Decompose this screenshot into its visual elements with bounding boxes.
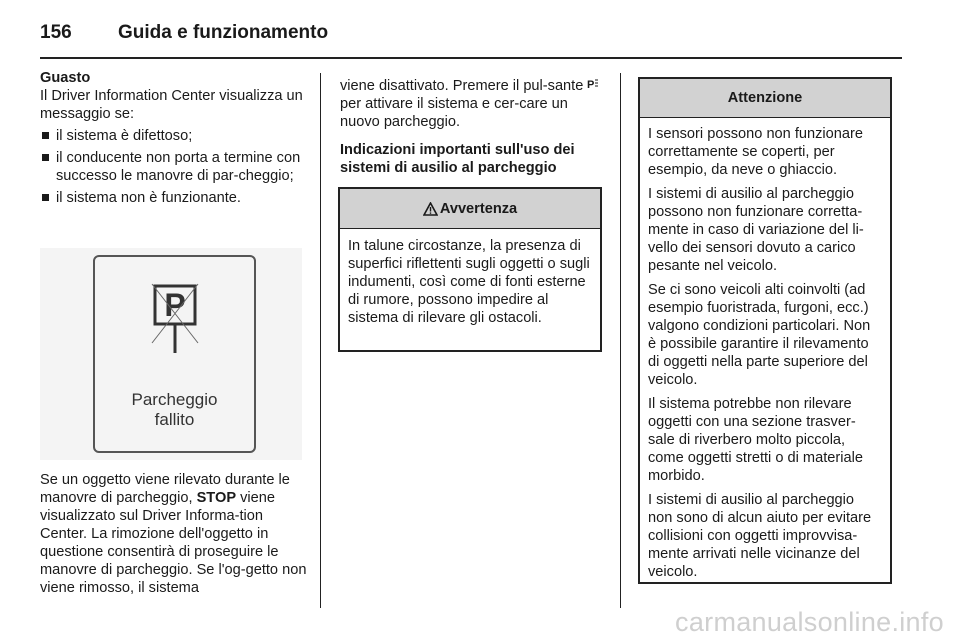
page-title: Guida e funzionamento [118, 22, 329, 43]
warning-text: In talune circostanze, la presenza di superfici riflettenti sugli oggetti o sugli indumenti, così come di fonti esterne di rumore, possono impedire al sistema di rilevare gli ostacoli. [348, 238, 590, 326]
attention-paragraph: I sistemi di ausilio al parcheggio non sono di alcun aiuto per evitare collisioni con oggetti improvvisa-mente arrivati nelle vicinanze del veicolo. [648, 492, 872, 580]
bullet-item: il sistema non è funzionante. [40, 189, 305, 207]
stop-paragraph-part-1: Se un oggetto viene rilevato durante le manovre di parcheggio, [40, 472, 290, 506]
stop-keyword: STOP [196, 490, 237, 506]
bullet-item: il sistema è difettoso; [40, 127, 305, 145]
column-divider-1 [320, 73, 321, 608]
button-paragraph [340, 77, 602, 131]
warning-box-title: Avvertenza [439, 200, 518, 217]
button-paragraph-part-1: viene disattivato. Premere il pul-sante [340, 78, 588, 94]
attention-box-title: Attenzione [727, 90, 803, 106]
warning-box [338, 187, 602, 352]
bullet-list [40, 127, 305, 207]
button-paragraph-part-2: per attivare il sistema e cer-care un nuovo parcheggio. [340, 96, 568, 130]
column-1-top [40, 69, 305, 211]
attention-box [638, 77, 892, 584]
display-text-line-1: Parcheggio [131, 390, 218, 409]
warning-box-header [340, 189, 600, 229]
attention-box-header [640, 79, 890, 118]
attention-paragraph: I sistemi di ausilio al parcheggio possono non funzionare corretta-mente in caso di variazione del li-vello dei sensori dovuto a carico pesante nel veicolo. [648, 186, 864, 274]
warning-box-body [340, 229, 600, 341]
parking-failed-figure [40, 248, 302, 460]
header-rule [40, 57, 902, 59]
warning-triangle-icon [423, 202, 438, 216]
parking-sign-icon [151, 283, 199, 359]
park-assist-button-icon [587, 78, 599, 91]
svg-text:P: P [164, 287, 186, 323]
stop-paragraph [40, 471, 308, 597]
intro-paragraph: Il Driver Information Center visualizza un messaggio se: [40, 88, 303, 122]
stop-paragraph-part-2: viene visualizzato sul Driver Informa-tion Center. La rimozione dell'oggetto in questione consentirà di proseguire le manovre di parcheggio. Se l'og-getto non viene rimosso, il sistema [40, 490, 307, 596]
attention-paragraph: Il sistema potrebbe non rilevare oggetti con una sezione trasver-sale di riverbero molto piccola, come oggetti stretti o di materiale morbido. [648, 396, 863, 484]
attention-box-body [640, 118, 890, 595]
svg-text:P: P [587, 79, 595, 91]
display-text-line-2: fallito [154, 410, 195, 429]
section-heading-indicazioni: Indicazioni importanti sull'uso dei sistemi di ausilio al parcheggio [340, 142, 575, 176]
page-number: 156 [40, 22, 72, 43]
watermark: carmanualsonline.info [675, 607, 944, 637]
section-heading-guasto: Guasto [40, 70, 91, 86]
attention-paragraph: Se ci sono veicoli alti coinvolti (ad esempio fuoristrada, furgoni, ecc.) valgono condizioni particolari. Non è possibile garantire il rilevamento di oggetti nella parte superiore del veicolo. [648, 282, 871, 388]
column-divider-2 [620, 73, 621, 608]
bullet-item: il conducente non porta a termine con successo le manovre di par-cheggio; [40, 149, 305, 185]
attention-paragraph: I sensori possono non funzionare correttamente se coperti, per esempio, da neve o ghiaccio. [648, 126, 863, 178]
display-screen [93, 255, 256, 453]
column-1-bottom [40, 471, 308, 597]
column-2 [340, 77, 602, 177]
page-header [40, 18, 328, 48]
